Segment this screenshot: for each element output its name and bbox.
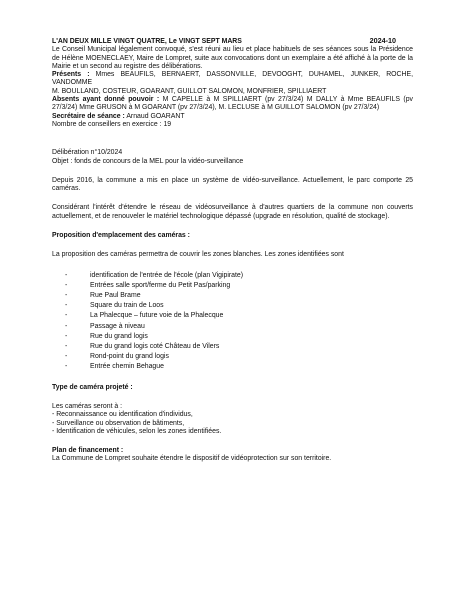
context-paragraph: Depuis 2016, la commune a mis en place un système de vidéo-surveillance. Actuellement, le parc comporte 25 caméras. [52,176,413,193]
deliberation-reference: 2024-10 [369,36,396,45]
section-financing-heading: Plan de financement : [52,447,124,455]
zone-item: - Rue du grand logis coté Château de Vilers [65,342,413,352]
present-line [52,71,413,88]
section-type-heading: Type de caméra projeté : [52,383,133,391]
absent-names: M CAPELLE à M SPILLIAERT (pv 27/3/24) M DALLY à Mme BEAUFILS (pv 27/3/24) Mme GRUSON à M GOARANT (pv 27/3/24), M. LECLUSE à M GUILLOT SALOMON (pv 27/3/24) [52,96,413,112]
zone-item: - La Phalecque – future voie de la Phalecque [65,311,413,321]
zone-item: - Entrées salle sport/ferme du Petit Pas/parking [65,281,413,291]
type-item: - Reconnaissance ou identification d'individus, [52,411,193,419]
present-names-2: M. BOULLAND, COSTEUR, GOARANT, GUILLOT SALOMON, MONFRIER, SPILLIAERT [52,87,327,95]
zone-item: - identification de l'entrée de l'école (plan Vigipirate) [65,271,413,281]
present-names: Mmes BEAUFILS, BERNAERT, DASSONVILLE, DEVOOGHT, DUHAMEL, JUNKER, ROCHE, VANDOMME [52,71,413,87]
header-title: L'AN DEUX MILLE VINGT QUATRE, Le VINGT SEPT MARS [52,38,242,45]
type-intro: Les caméras seront à : [52,402,123,410]
type-item: - Identification de véhicules, selon les zones identifiées. [52,427,222,435]
type-item: - Surveillance ou observation de bâtiments, [52,419,185,427]
councillors-count: Nombre de conseillers en exercice : 19 [52,120,172,128]
financing-text: La Commune de Lompret souhaite étendre le dispositif de vidéoprotection sur son territoire. [52,455,332,463]
zone-item: - Rue Paul Brame [65,291,413,301]
zone-item: - Rue du grand logis [65,332,413,342]
deliberation-number: Délibération n°10/2024 [52,149,123,157]
absent-line [52,96,413,113]
deliberation-object: Objet : fonds de concours de la MEL pour la vidéo-surveillance [52,157,244,165]
secretary-line [52,113,413,121]
secretary-label: Secrétaire de séance : [52,112,125,120]
intro-paragraph: Le Conseil Municipal légalement convoqué, s'est réuni au lieu et place habituels de ses séances sous la Présidence de Hélène MOENECLAEY, Maire de Lompret, suite aux convocations dont un exemplaire a été affiché à la porte de la Mairie et un second au registre des délibérations. [52,46,413,70]
section-locations-heading: Proposition d'emplacement des caméras : [52,232,190,240]
zones-list [52,271,413,373]
zone-item: - Passage à niveau [65,322,413,332]
secretary-name: Arnaud GOARANT [126,112,185,120]
considering-paragraph: Considérant l'intérêt d'étendre le réseau de vidéosurveillance à d'autres quartiers de la commune non couverts actuellement, et de renouveler le matériel technologique dépassé (upgrade en résolution, qualité de stockage). [52,204,413,220]
zone-item: - Square du train de Loos [65,301,413,311]
zone-item: - Rond-point du grand logis [65,352,413,362]
locations-intro: La proposition des caméras permettra de couvrir les zones blanches. Les zones identifiées sont [52,251,344,259]
absent-label: Absents ayant donné pouvoir : [52,96,160,104]
present-label: Présents : [52,71,90,79]
zone-item: - Entrée chemin Behague [65,362,413,372]
